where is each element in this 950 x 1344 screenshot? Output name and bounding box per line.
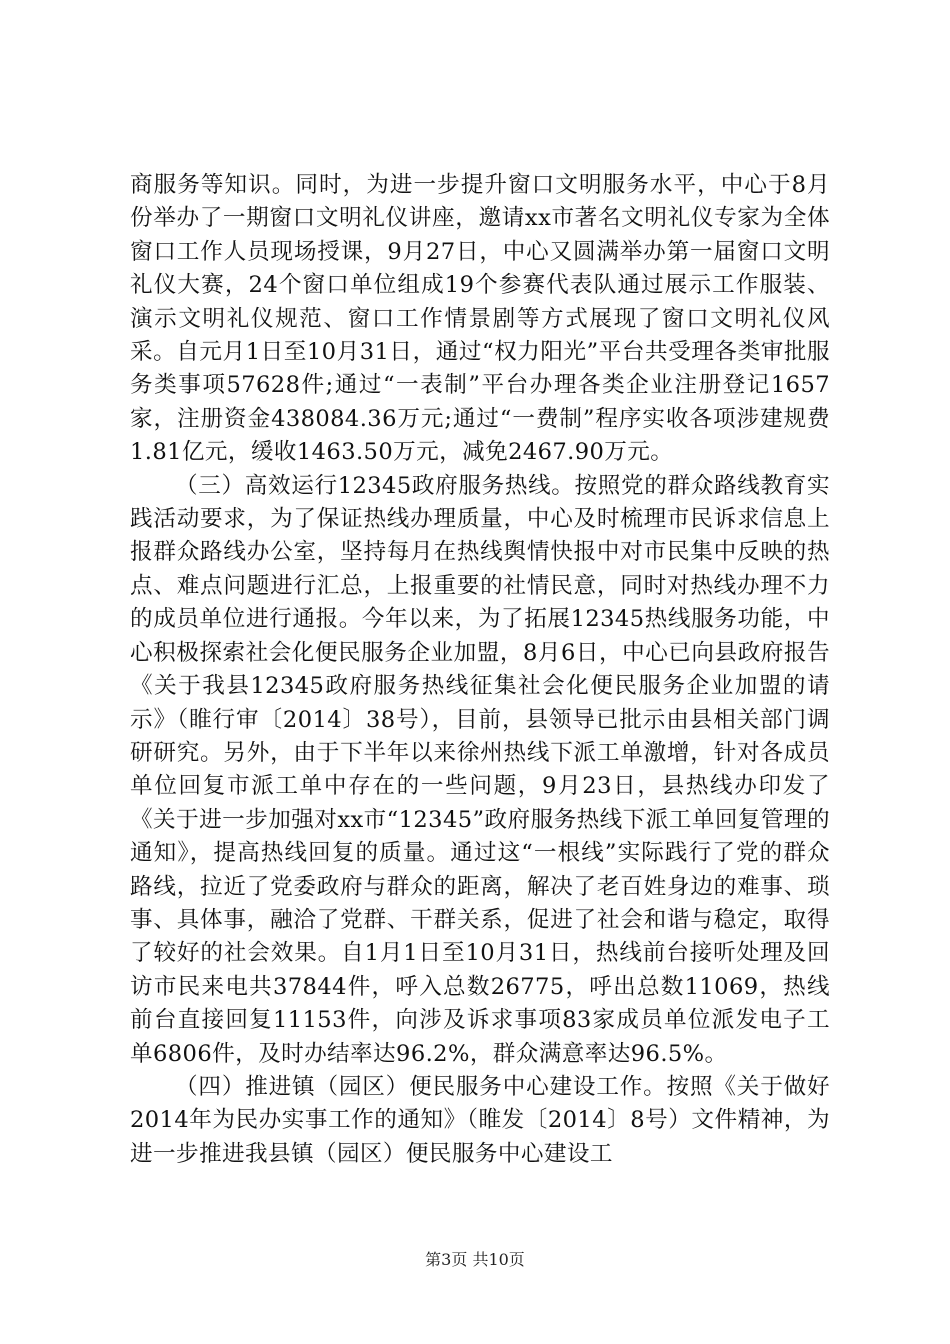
paragraph-section-four: （四）推进镇（园区）便民服务中心建设工作。按照《关于做好2014年为民办实事工作的通知》（睢发〔2014〕8号）文件精神，为进一步推进我县镇（园区）便民服务中心建设工	[130, 1073, 830, 1167]
page-footer: 第3页 共10页	[425, 1250, 525, 1269]
paragraph-section-three: （三）高效运行12345政府服务热线。按照党的群众路线教育实践活动要求，为了保证热线办理质量，中心及时梳理市民诉求信息上报群众路线办公室，坚持每月在热线舆情快报中对市民集中反映的热点、难点问题进行汇总，上报重要的社情民意，同时对热线办理不力的成员单位进行通报。今年以来，为了拓展12345热线服务功能，中心积极探索社会化便民服务企业加盟，8月6日，中心已向县政府报告《关于我县12345政府服务热线征集社会化便民服务企业加盟的请示》（睢行审〔2014〕38号），目前，县领导已批示由县相关部门调研研究。另外，由于下半年以来徐州热线下派工单激增，针对各成员单位回复市派工单中存在的一些问题，9月23日，县热线办印发了《关于进一步加强对xx市“12345”政府服务热线下派工单回复管理的通知》，提高热线回复的质量。通过这“一根线”实际践行了党的群众路线，拉近了党委政府与群众的距离，解决了老百姓身边的难事、琐事、具体事，融洽了党群、干群关系，促进了社会和谐与稳定，取得了较好的社会效果。自1月1日至10月31日，热线前台接听处理及回访市民来电共37844件，呼入总数26775，呼出总数11069，热线前台直接回复11153件，向涉及诉求事项83家成员单位派发电子工单6806件，及时办结率达96.2%，群众满意率达96.5%。	[130, 472, 830, 1067]
document-body	[130, 169, 830, 1171]
paragraph-continuation: 商服务等知识。同时，为进一步提升窗口文明服务水平，中心于8月份举办了一期窗口文明礼仪讲座，邀请xx市著名文明礼仪专家为全体窗口工作人员现场授课，9月27日，中心又圆满举办第一届窗口文明礼仪大赛，24个窗口单位组成19个参赛代表队通过展示工作服装、演示文明礼仪规范、窗口工作情景剧等方式展现了窗口文明礼仪风采。自元月1日至10月31日，通过“权力阳光”平台共受理各类审批服务类事项57628件;通过“一表制”平台办理各类企业注册登记1657家，注册资金438084.36万元;通过“一费制”程序实收各项涉建规费1.81亿元，缓收1463.50万元，减免2467.90万元。	[130, 172, 830, 466]
